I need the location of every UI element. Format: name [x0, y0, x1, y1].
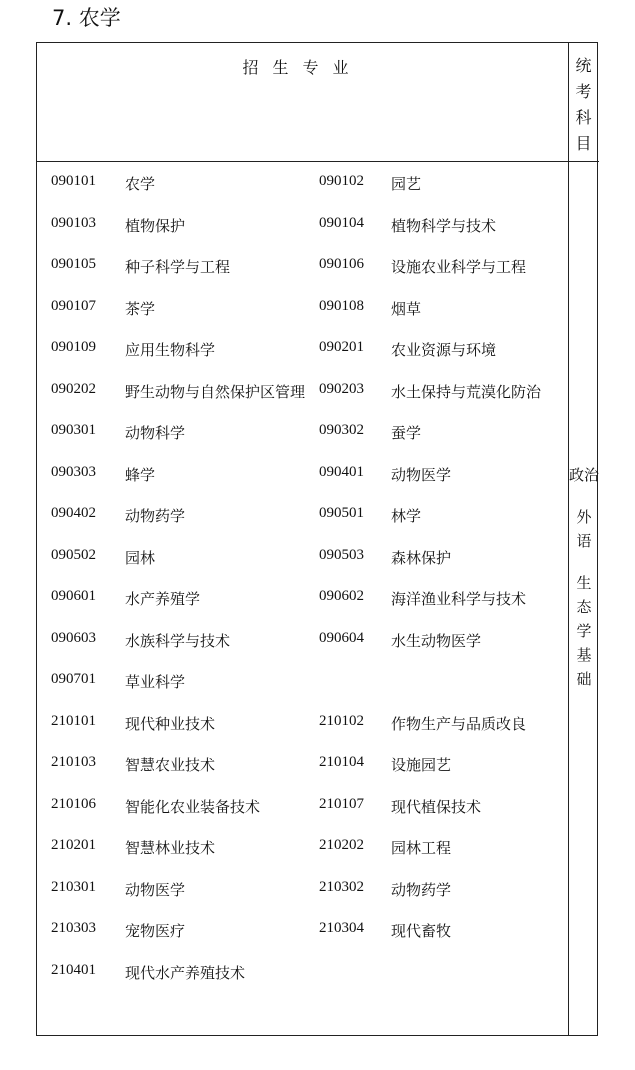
major-code: 090402 [51, 505, 96, 521]
major-code: 090603 [51, 629, 96, 646]
header-subjects-char: 统 [575, 56, 592, 75]
major-name: 动物科学 [125, 424, 186, 442]
table-row [37, 547, 568, 589]
major-name: 水生动物医学 [391, 631, 482, 650]
major-name: 动物医学 [391, 465, 452, 484]
majors-table [36, 42, 598, 1036]
exam-subjects [569, 463, 599, 709]
major-name: 森林保护 [391, 548, 452, 567]
major-code: 210104 [319, 754, 364, 770]
major-name: 智慧林业技术 [125, 839, 216, 857]
major-name: 茶学 [125, 299, 156, 318]
major-code: 090104 [319, 214, 364, 231]
major-name: 蜂学 [125, 465, 156, 484]
major-code: 090701 [51, 671, 96, 687]
major-code: 210304 [319, 920, 364, 936]
major-code: 090201 [319, 339, 364, 355]
major-code: 090107 [51, 297, 96, 314]
major-code: 090602 [319, 588, 364, 604]
table-row [37, 962, 568, 1004]
major-code: 210302 [319, 878, 364, 895]
major-name: 水族科学与技术 [125, 631, 231, 650]
major-code: 090301 [51, 422, 96, 438]
table-row [37, 920, 568, 962]
major-code: 210401 [51, 961, 96, 978]
major-name: 动物药学 [125, 507, 186, 525]
section-title: 7. 农学 [52, 6, 121, 30]
header-majors: 招生专业 [242, 58, 363, 77]
major-name: 植物科学与技术 [391, 216, 497, 235]
major-name: 动物医学 [125, 880, 186, 899]
major-code: 210102 [319, 712, 364, 729]
major-name: 水产养殖学 [125, 590, 201, 608]
header-subjects [569, 53, 598, 157]
major-code: 090203 [319, 380, 364, 397]
major-name: 草业科学 [125, 673, 186, 691]
major-name: 智慧农业技术 [125, 756, 216, 774]
major-name: 现代种业技术 [125, 714, 216, 733]
major-code: 090302 [319, 422, 364, 438]
major-code: 090103 [51, 214, 96, 231]
major-code: 210202 [319, 837, 364, 853]
header-subjects-char: 科 [575, 108, 592, 127]
table-row [37, 505, 568, 547]
major-code: 090501 [319, 505, 364, 521]
table-row [37, 381, 568, 423]
major-name: 现代植保技术 [391, 797, 482, 816]
major-code: 210301 [51, 878, 96, 895]
table-row [37, 298, 568, 340]
table-row [37, 879, 568, 921]
major-code: 090601 [51, 588, 96, 604]
major-name: 设施农业科学与工程 [391, 258, 527, 276]
major-name: 应用生物科学 [125, 341, 216, 359]
major-code: 210103 [51, 754, 96, 770]
major-code: 210101 [51, 712, 96, 729]
major-code: 090401 [319, 463, 364, 480]
major-name: 智能化农业装备技术 [125, 797, 261, 816]
major-code: 210303 [51, 920, 96, 936]
table-row [37, 754, 568, 796]
major-name: 园林工程 [391, 839, 452, 857]
major-name: 野生动物与自然保护区管理 [125, 382, 306, 401]
major-code: 090202 [51, 380, 96, 397]
table-row [37, 588, 568, 630]
table-row [37, 256, 568, 298]
major-code: 090105 [51, 256, 96, 272]
header-subjects-char: 目 [575, 134, 592, 153]
major-name: 现代水产养殖技术 [125, 963, 246, 982]
table-row [37, 671, 568, 713]
major-name: 水土保持与荒漠化防治 [391, 382, 542, 401]
major-name: 烟草 [391, 299, 422, 318]
major-name: 种子科学与工程 [125, 258, 231, 276]
major-code: 090106 [319, 256, 364, 272]
subject-foreign-language: 外语 [576, 508, 592, 550]
table-row [37, 422, 568, 464]
major-name: 农业资源与环境 [391, 341, 497, 359]
major-name: 农学 [125, 175, 156, 193]
table-row [37, 796, 568, 838]
major-code: 090102 [319, 173, 364, 189]
table-row [37, 173, 568, 215]
table-row [37, 837, 568, 879]
major-name: 海洋渔业科学与技术 [391, 590, 527, 608]
subject-ecology-basics: 生态学基础 [576, 574, 592, 688]
major-name: 设施园艺 [391, 756, 452, 774]
header-subjects-char: 考 [575, 82, 592, 101]
major-name: 林学 [391, 507, 422, 525]
major-code: 090101 [51, 173, 96, 189]
major-name: 园艺 [391, 175, 422, 193]
major-name: 宠物医疗 [125, 922, 186, 940]
major-code: 090108 [319, 297, 364, 314]
table-row [37, 630, 568, 672]
major-code: 210106 [51, 795, 96, 812]
subject-politics: 政治 [569, 466, 600, 484]
major-code: 090503 [319, 546, 364, 563]
major-name: 动物药学 [391, 880, 452, 899]
table-row [37, 713, 568, 755]
major-name: 蚕学 [391, 424, 422, 442]
table-row [37, 339, 568, 381]
major-name: 园林 [125, 548, 156, 567]
majors-list [37, 173, 568, 1003]
major-name: 作物生产与品质改良 [391, 714, 527, 733]
major-code: 090109 [51, 339, 96, 355]
major-name: 现代畜牧 [391, 922, 452, 940]
major-code: 090303 [51, 463, 96, 480]
table-row [37, 215, 568, 257]
major-name: 植物保护 [125, 216, 186, 235]
table-row [37, 464, 568, 506]
major-code: 090502 [51, 546, 96, 563]
major-code: 210107 [319, 795, 364, 812]
header-divider [37, 161, 599, 162]
major-code: 090604 [319, 629, 364, 646]
major-code: 210201 [51, 837, 96, 853]
